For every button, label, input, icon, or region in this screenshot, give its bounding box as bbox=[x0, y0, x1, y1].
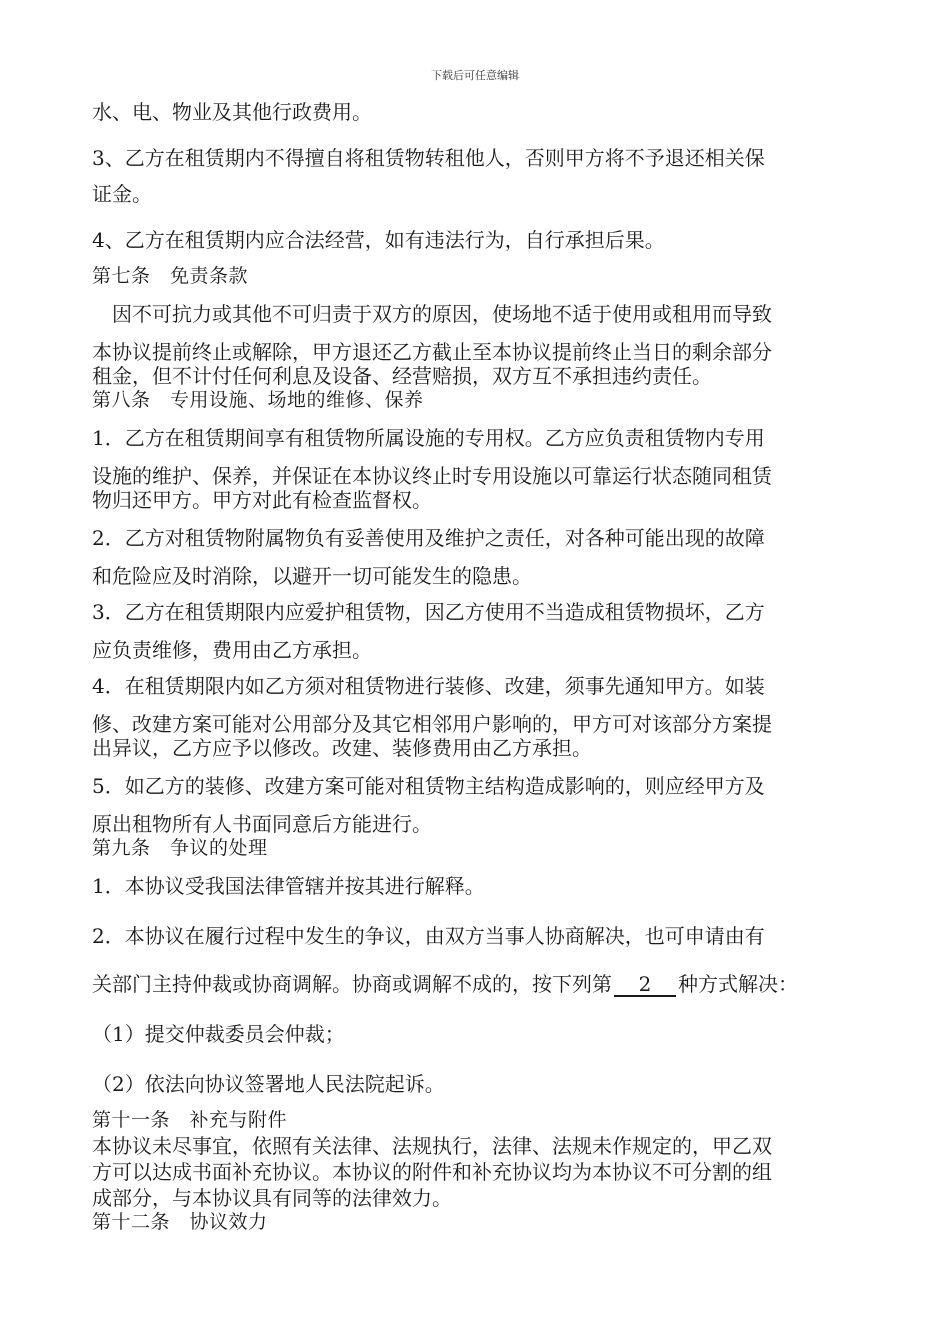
text-line: 物归还甲方。甲方对此有检查监督权。 bbox=[92, 488, 432, 512]
chosen-method-field: 2 bbox=[614, 973, 676, 997]
text-line: 因不可抗力或其他不可归责于双方的原因，使场地不适于使用或租用而导致 bbox=[92, 302, 772, 326]
option-item: （2）依法向协议签署地人民法院起诉。 bbox=[92, 1072, 445, 1096]
clause-item: 4、乙方在租赁期内应合法经营，如有违法行为，自行承担后果。 bbox=[92, 228, 665, 252]
option-item: （1）提交仲裁委员会仲裁； bbox=[92, 1022, 345, 1046]
text-line: 本协议提前终止或解除，甲方退还乙方截止至本协议提前终止当日的剩余部分 bbox=[92, 340, 772, 364]
text-line: 本协议未尽事宜，依照有关法律、法规执行，法律、法规未作规定的，甲乙双 bbox=[92, 1134, 772, 1158]
text-line: 原出租物所有人书面同意后方能进行。 bbox=[92, 812, 432, 836]
text-line: 应负责维修，费用由乙方承担。 bbox=[92, 638, 372, 662]
text-line: 修、改建方案可能对公用部分及其它相邻用户影响的，甲方可对该部分方案提 bbox=[92, 712, 772, 736]
text-line: 证金。 bbox=[92, 182, 152, 206]
clause-item: 1．乙方在租赁期间享有租赁物所属设施的专用权。乙方应负责租赁物内专用 bbox=[92, 426, 765, 450]
section-heading: 第十二条 协议效力 bbox=[92, 1211, 268, 1233]
text-line: 设施的维护、保养，并保证在本协议终止时专用设施以可靠运行状态随同租赁 bbox=[92, 464, 772, 488]
section-heading: 第九条 争议的处理 bbox=[92, 837, 268, 859]
text-line: 和危险应及时消除，以避开一切可能发生的隐患。 bbox=[92, 564, 532, 588]
clause-item: 1．本协议受我国法律管辖并按其进行解释。 bbox=[92, 874, 485, 898]
text-line: 方可以达成书面补充协议。本协议的附件和补充协议均为本协议不可分割的组 bbox=[92, 1160, 772, 1184]
clause-item: 3．乙方在租赁期限内应爱护租赁物，因乙方使用不当造成租赁物损坏，乙方 bbox=[92, 600, 765, 624]
text-segment: 种方式解决： bbox=[678, 972, 798, 996]
text-line: 出异议，乙方应予以修改。改建、装修费用由乙方承担。 bbox=[92, 736, 592, 760]
clause-item: 5．如乙方的装修、改建方案可能对租赁物主结构造成影响的，则应经甲方及 bbox=[92, 774, 765, 798]
text-line: 水、电、物业及其他行政费用。 bbox=[92, 100, 372, 124]
text-line: 租金，但不计付任何利息及设备、经营赔损，双方互不承担违约责任。 bbox=[92, 364, 712, 388]
text-line: 成部分，与本协议具有同等的法律效力。 bbox=[92, 1186, 452, 1210]
clause-item: 2．乙方对租赁物附属物负有妥善使用及维护之责任，对各种可能出现的故障 bbox=[92, 526, 765, 550]
text-segment: 关部门主持仲裁或协商调解。协商或调解不成的，按下列第 bbox=[92, 972, 612, 996]
section-heading: 第七条 免责条款 bbox=[92, 265, 249, 287]
dispute-resolution-line bbox=[92, 972, 798, 997]
page-header-note: 下载后可任意编辑 bbox=[431, 69, 519, 82]
clause-item: 3、乙方在租赁期内不得擅自将租赁物转租他人，否则甲方将不予退还相关保 bbox=[92, 146, 765, 170]
clause-item: 4．在租赁期限内如乙方须对租赁物进行装修、改建，须事先通知甲方。如装 bbox=[92, 674, 765, 698]
clause-item: 2．本协议在履行过程中发生的争议，由双方当事人协商解决，也可申请由有 bbox=[92, 924, 765, 948]
section-heading: 第八条 专用设施、场地的维修、保养 bbox=[92, 389, 424, 411]
section-heading: 第十一条 补充与附件 bbox=[92, 1109, 288, 1131]
